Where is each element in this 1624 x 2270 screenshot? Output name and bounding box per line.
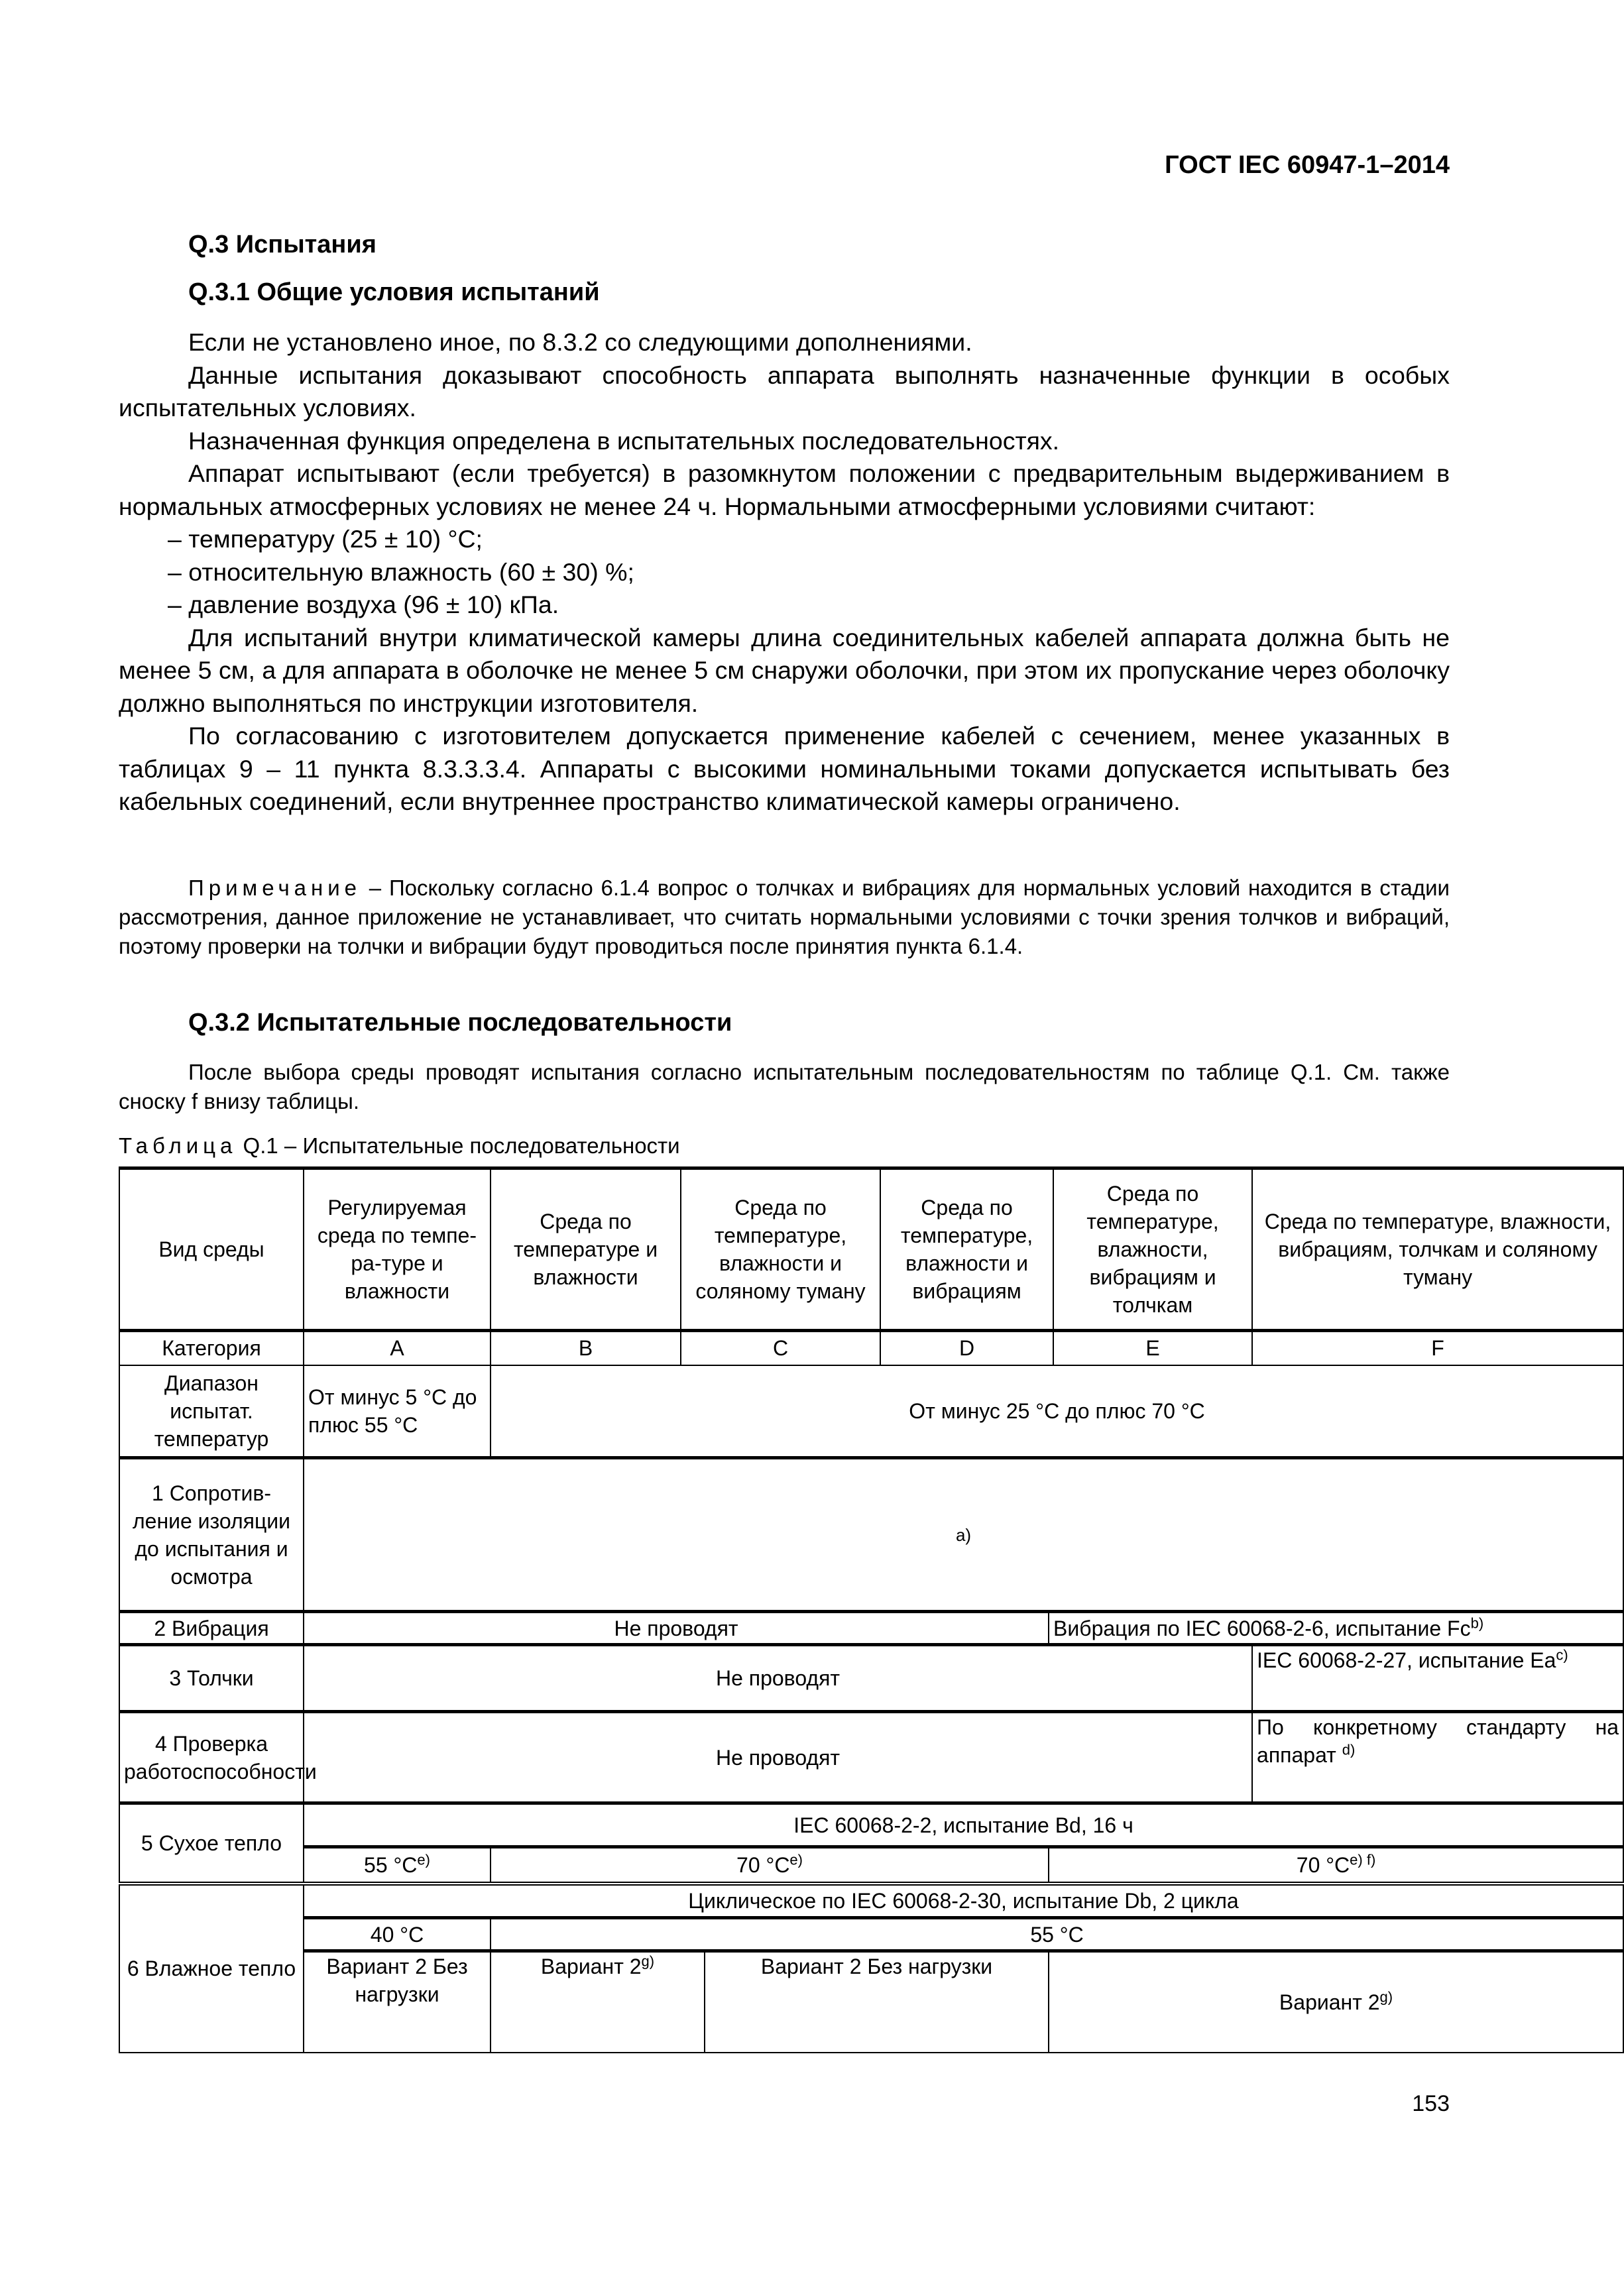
table-cell: От минус 5 °С до плюс 55 °С <box>304 1365 491 1458</box>
footnote-ref: b) <box>1470 1614 1484 1631</box>
heading-q32: Q.3.2 Испытательные последовательности <box>188 1009 732 1037</box>
paragraph: Данные испытания доказывают способность аппарата выполнять назначенные функции в особых испытательных условиях. <box>119 361 1450 422</box>
table-cell: Циклическое по IEC 60068-2-30, испытание Db, 2 цикла <box>304 1884 1623 1918</box>
table-cell <box>304 1847 491 1884</box>
table-cell: Не проводят <box>304 1645 1252 1712</box>
paragraph: Назначенная функция определена в испытательных последовательностях. <box>188 426 1060 455</box>
table-cell: 40 °С <box>304 1918 491 1951</box>
table-row-4 <box>119 1712 1623 1803</box>
table-caption <box>119 1133 680 1159</box>
table-row-5 <box>119 1803 1623 1847</box>
footnote-ref: g) <box>641 1953 655 1970</box>
table-row-6b <box>119 1918 1623 1951</box>
note-label: Примечание <box>188 876 362 900</box>
list-item: – относительную влажность (60 ± 30) %; <box>168 557 634 586</box>
table-cell: 5 Сухое тепло <box>119 1803 304 1884</box>
table-cell: E <box>1053 1331 1252 1365</box>
table-cell: 1 Сопротив-ление изоляции до испытания и осмотра <box>119 1458 304 1612</box>
table-cell <box>1252 1712 1623 1803</box>
table-cell: F <box>1252 1331 1623 1365</box>
table-header-row <box>119 1168 1623 1331</box>
header-cell: Среда по температуре, влажности и соляному туману <box>681 1168 880 1331</box>
list-item: – давление воздуха (96 ± 10) кПа. <box>168 591 559 618</box>
table-cell: D <box>880 1331 1053 1365</box>
table-row-3 <box>119 1645 1623 1712</box>
table-cell: A <box>304 1331 491 1365</box>
table-row-2 <box>119 1612 1623 1645</box>
table-cell: От минус 25 °С до плюс 70 °С <box>491 1365 1623 1458</box>
heading-q31: Q.3.1 Общие условия испытаний <box>188 278 600 306</box>
paragraph: Аппарат испытывают (если требуется) в разомкнутом положении с предварительным выдерживанием в нормальных атмосферных условиях не менее 24 ч. Нормальными атмосферными условиями считают: <box>119 459 1450 520</box>
table-row-6c <box>119 1951 1623 2053</box>
table-cell <box>1049 1951 1623 2053</box>
list-item: – температуру (25 ± 10) °С; <box>168 525 483 553</box>
page-number: 153 <box>1412 2091 1450 2116</box>
footnote-ref: g) <box>1379 1988 1393 2006</box>
table-cell <box>1049 1847 1623 1884</box>
header-cell: Среда по температуре, влажности, вибрациям и толчкам <box>1053 1168 1252 1331</box>
footnote-ref: a) <box>304 1458 1623 1612</box>
header-cell: Вид среды <box>119 1168 304 1331</box>
paragraph: Для испытаний внутри климатической камеры длина соединительных кабелей аппарата должна быть не менее 5 см, а для аппарата в оболочке не менее 5 см снаружи оболочки, при этом их пропускание через оболочку должно выполняться по инструкции изготовителя. <box>119 623 1450 717</box>
table-row-6 <box>119 1884 1623 1918</box>
table-cell: Вариант 2 Без нагрузки <box>304 1951 491 2053</box>
footnote-ref: d) <box>1342 1741 1356 1758</box>
table-cell: Категория <box>119 1331 304 1365</box>
table-row-5b <box>119 1847 1623 1884</box>
document-header: ГОСТ IEC 60947-1–2014 <box>1165 151 1450 179</box>
cell-text: 70 °С <box>736 1852 790 1877</box>
caption-text: Q.1 – Испытательные последовательности <box>237 1133 680 1158</box>
cell-text: 55 °С <box>364 1852 418 1877</box>
table-cell: IEC 60068-2-2, испытание Bd, 16 ч <box>304 1803 1623 1847</box>
section-q31-body <box>119 326 1450 819</box>
table-cell: 2 Вибрация <box>119 1612 304 1645</box>
heading-q3: Q.3 Испытания <box>188 231 377 258</box>
table-cell <box>1252 1645 1623 1712</box>
table-cell: C <box>681 1331 880 1365</box>
table-cell <box>1049 1612 1623 1645</box>
table-cell: 4 Проверка работоспособности <box>119 1712 304 1803</box>
footnote-ref: c) <box>1556 1646 1568 1664</box>
table-q1 <box>119 1166 1624 2053</box>
note-text: – Поскольку согласно 6.1.4 вопрос о толчках и вибрациях для нормальных условий находится в стадии рассмотрения, данное приложение не устанавливает, что считать нормальными условиями с точки зрения толчков и вибраций, поэтому проверки на толчки и вибрации будут проводиться после принятия пункта 6.1.4. <box>119 876 1450 958</box>
table-row-1 <box>119 1458 1623 1612</box>
caption-label: Таблица <box>119 1133 237 1158</box>
table-cell: Диапазон испытат. температур <box>119 1365 304 1458</box>
footnote-ref: e) f) <box>1350 1851 1376 1868</box>
table-cell: Не проводят <box>304 1612 1049 1645</box>
note <box>119 874 1450 961</box>
table-cell <box>491 1951 705 2053</box>
cell-text: Вибрация по IEC 60068-2-6, испытание Fc <box>1053 1616 1471 1640</box>
table-cell <box>491 1847 1049 1884</box>
header-cell: Среда по температуре, влажности, вибрациям, толчкам и соляному туману <box>1252 1168 1623 1331</box>
table-cell: 6 Влажное тепло <box>119 1884 304 2053</box>
table-cell: 3 Толчки <box>119 1645 304 1712</box>
section-q32-body <box>119 1058 1450 1116</box>
table-cell: 55 °С <box>491 1918 1623 1951</box>
table-cell: B <box>491 1331 681 1365</box>
table-cell: Не проводят <box>304 1712 1252 1803</box>
cell-text: 70 °С <box>1296 1852 1350 1877</box>
table-row-category <box>119 1331 1623 1365</box>
paragraph: Если не установлено иное, по 8.3.2 со следующими дополнениями. <box>188 328 972 356</box>
header-cell: Среда по температуре и влажности <box>491 1168 681 1331</box>
table-row-range <box>119 1365 1623 1458</box>
header-cell: Среда по температуре, влажности и вибрациям <box>880 1168 1053 1331</box>
paragraph: После выбора среды проводят испытания согласно испытательным последовательностям по таблице Q.1. См. также сноску f внизу таблицы. <box>119 1060 1450 1113</box>
cell-text: По конкретному стандарту на аппарат <box>1257 1715 1619 1767</box>
cell-text: Вариант 2 <box>540 1955 642 1978</box>
cell-text: Вариант 2 <box>1279 1990 1380 2014</box>
footnote-ref: e) <box>789 1851 803 1868</box>
table-cell: Вариант 2 Без нагрузки <box>705 1951 1049 2053</box>
footnote-ref: e) <box>417 1851 430 1868</box>
cell-text: IEC 60068-2-27, испытание Ea <box>1257 1648 1556 1672</box>
paragraph: По согласованию с изготовителем допускается применение кабелей с сечением, менее указанных в таблицах 9 – 11 пункта 8.3.3.3.4. Аппараты с высокими номинальными токами допускается испытывать без кабельных соединений, если внутреннее пространство климатической камеры ограничено. <box>119 722 1450 815</box>
header-cell: Регулируемая среда по темпе-ра-туре и влажности <box>304 1168 491 1331</box>
